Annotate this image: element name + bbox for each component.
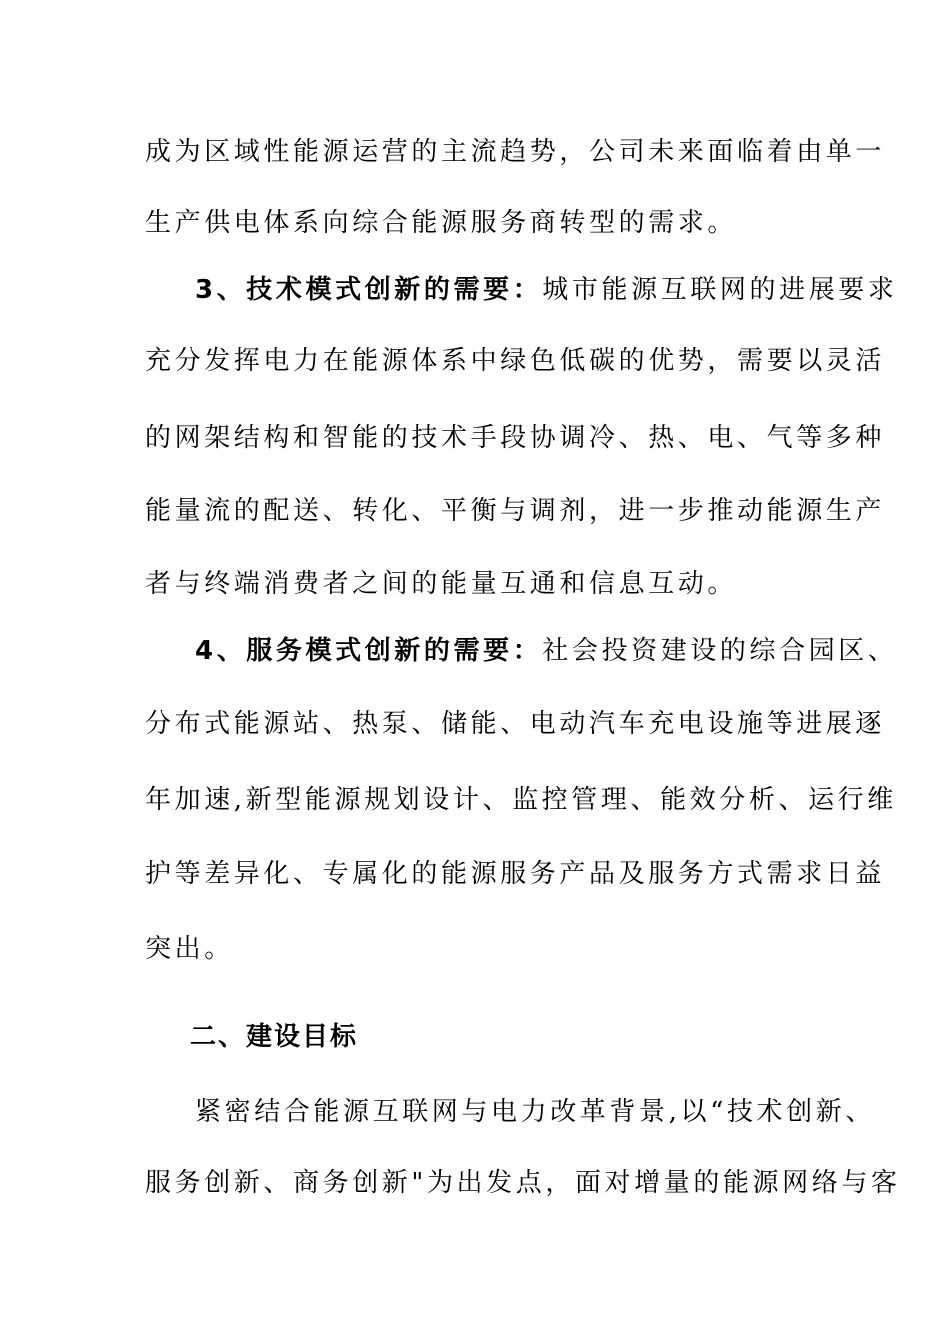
paragraph-1-line-2: 生产供电体系向综合能源服务商转型的需求。 [145,208,738,238]
paragraph-3-first-line-rest: 社会投资建设的综合园区、 [542,636,898,666]
paragraph-2-line-1 [195,275,898,305]
paragraph-3-lead: 4、服务模式创新的需要： [195,636,543,666]
paragraph-2-line-4: 能量流的配送、转化、平衡与调剂，进一步推动能源生产 [145,496,886,526]
paragraph-1-line-1: 成为区域性能源运营的主流趋势，公司未来面临着由单一 [145,137,886,167]
paragraph-3-line-1 [195,636,898,666]
paragraph-2-line-5: 者与终端消费者之间的能量互通和信息互动。 [145,569,738,599]
paragraph-2-lead: 3、技术模式创新的需要： [195,275,543,305]
section-heading: 二、建设目标 [190,1022,359,1052]
paragraph-2-line-3: 的网架结构和智能的技术手段协调冷、热、电、气等多种 [145,423,886,453]
paragraph-4-line-2: 服务创新、商务创新"为出发点，面对增量的能源网络与客 [145,1168,901,1198]
paragraph-3-line-2: 分布式能源站、热泵、储能、电动汽车充电设施等进展逐 [145,709,886,739]
paragraph-3-line-5: 突出。 [145,934,234,964]
paragraph-4-line-1: 紧密结合能源互联网与电力改革背景,以“技术创新、 [195,1097,875,1127]
paragraph-3-line-3: 年加速,新型能源规划设计、监控管理、能效分析、运行维 [145,785,897,815]
paragraph-2-first-line-rest: 城市能源互联网的进展要求 [542,275,898,305]
paragraph-3-line-4: 护等差异化、专属化的能源服务产品及服务方式需求日益 [145,859,886,889]
paragraph-2-line-2: 充分发挥电力在能源体系中绿色低碳的优势，需要以灵活 [145,346,886,376]
